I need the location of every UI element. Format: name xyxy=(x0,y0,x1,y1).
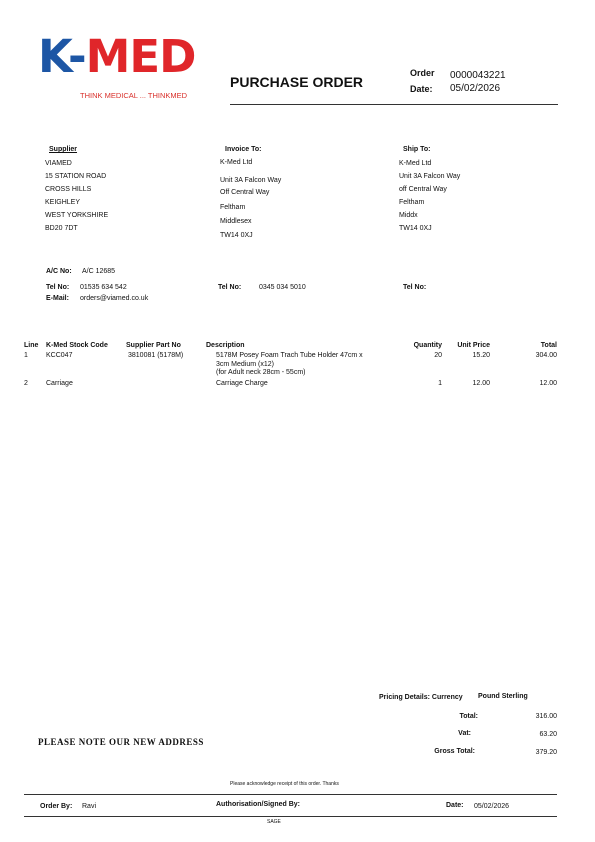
address-line: Unit 3A Falcon Way xyxy=(399,173,461,180)
table-cell-description xyxy=(216,352,363,378)
pricing-currency: Pound Sterling xyxy=(478,693,528,700)
vat-label: Vat: xyxy=(458,730,471,737)
col-header-description: Description xyxy=(206,342,245,349)
address-line: KEIGHLEY xyxy=(45,199,81,206)
address-line: WEST YORKSHIRE xyxy=(45,212,109,219)
table-cell-unit-price: 15.20 xyxy=(472,352,490,359)
description-line: (for Adult neck 28cm - 55cm) xyxy=(216,369,306,377)
document-title: PURCHASE ORDER xyxy=(230,74,364,90)
supplier-tel: 01535 634 542 xyxy=(80,284,127,291)
company-logo xyxy=(38,30,213,102)
account-label: A/C No: xyxy=(46,268,72,275)
address-line: Unit 3A Falcon Way xyxy=(220,177,282,185)
pricing-label: Pricing Details: Currency xyxy=(379,694,463,701)
table-cell-description: Carriage Charge xyxy=(216,380,268,387)
supplier-tel-label: Tel No: xyxy=(46,284,70,291)
logo-wordmark xyxy=(38,30,196,83)
order-by-value: Ravi xyxy=(82,803,97,810)
order-by-label: Order By: xyxy=(40,803,73,810)
description-line: 5178M Posey Foam Trach Tube Holder 47cm x xyxy=(216,352,363,359)
order-date: 05/02/2026 xyxy=(450,83,501,94)
col-header-supplier-part: Supplier Part No xyxy=(126,342,181,349)
logo-tagline: THINK MEDICAL ... THINKMED xyxy=(80,91,188,100)
order-number: 0000043221 xyxy=(450,70,506,81)
col-header-stock-code: K-Med Stock Code xyxy=(46,342,108,349)
table-cell-quantity: 20 xyxy=(434,352,442,359)
supplier-address xyxy=(45,157,108,235)
vat-value: 63.20 xyxy=(539,731,557,738)
total-label: Total: xyxy=(459,713,478,720)
footer-date-value: 05/02/2026 xyxy=(474,803,510,810)
address-line: TW14 0XJ xyxy=(399,225,432,232)
description-line: 3cm Medium (x12) xyxy=(216,360,274,368)
gross-total-label: Gross Total: xyxy=(434,748,475,755)
table-cell-supplier-part: 3810081 (5178M) xyxy=(128,352,184,359)
footer-bottom-rule xyxy=(24,816,557,817)
order-label: Order xyxy=(410,68,435,78)
table-cell-stock-code: Carriage xyxy=(46,380,73,387)
gross-total-value: 379.20 xyxy=(535,749,557,756)
address-line: CROSS HILLS xyxy=(45,186,92,193)
supplier-email-label: E-Mail: xyxy=(46,295,69,302)
table-cell-stock-code: KCC047 xyxy=(46,352,73,359)
ship-tel-label: Tel No: xyxy=(403,284,427,291)
supplier-label: Supplier xyxy=(49,146,78,153)
header-rule xyxy=(230,104,558,105)
total-value: 316.00 xyxy=(535,713,557,720)
address-line: Off Central Way xyxy=(220,189,270,197)
table-cell-total: 12.00 xyxy=(539,380,557,387)
address-notice: PLEASE NOTE OUR NEW ADDRESS xyxy=(38,737,204,747)
col-header-total: Total xyxy=(540,342,557,349)
address-line: VIAMED xyxy=(45,160,72,167)
logo-dash: - xyxy=(67,30,86,83)
logo-letter-k: K xyxy=(38,30,68,83)
footer-top-rule xyxy=(24,794,557,795)
address-line: K-Med Ltd xyxy=(220,159,253,166)
address-line: Feltham xyxy=(399,199,425,206)
invoice-to-label: Invoice To: xyxy=(225,146,262,153)
footer-code: SAGE xyxy=(267,819,281,825)
address-line: Middlesex xyxy=(220,217,252,225)
date-label: Date: xyxy=(410,84,433,94)
ship-to-label: Ship To: xyxy=(403,146,431,153)
address-line: Middx xyxy=(399,212,418,219)
supplier-email: orders@viamed.co.uk xyxy=(80,295,149,302)
col-header-line: Line xyxy=(24,342,39,349)
col-header-quantity: Quantity xyxy=(413,342,442,349)
invoice-address xyxy=(220,157,281,242)
address-line: BD20 7DT xyxy=(45,225,78,232)
table-cell-line: 1 xyxy=(24,352,28,359)
col-header-unit-price: Unit Price xyxy=(457,342,490,349)
authorisation-label: Authorisation/Signed By: xyxy=(216,801,300,808)
logo-letters-med: MED xyxy=(85,30,196,83)
invoice-tel: 0345 034 5010 xyxy=(259,284,306,291)
acknowledge-note: Please acknowledge receipt of this order. Thanks xyxy=(230,781,339,787)
account-number: A/C 12685 xyxy=(82,268,116,275)
table-cell-quantity: 1 xyxy=(438,380,442,387)
address-line: K-Med Ltd xyxy=(399,160,432,167)
invoice-tel-label: Tel No: xyxy=(218,284,242,291)
table-cell-total: 304.00 xyxy=(535,352,557,359)
footer-date-label: Date: xyxy=(446,802,464,809)
ship-address xyxy=(399,157,460,235)
address-line: 15 STATION ROAD xyxy=(45,173,107,180)
address-line: off Central Way xyxy=(399,186,447,193)
address-line: Feltham xyxy=(220,203,246,211)
table-cell-line: 2 xyxy=(24,380,28,387)
address-line: TW14 0XJ xyxy=(220,232,253,240)
table-cell-unit-price: 12.00 xyxy=(472,380,490,387)
